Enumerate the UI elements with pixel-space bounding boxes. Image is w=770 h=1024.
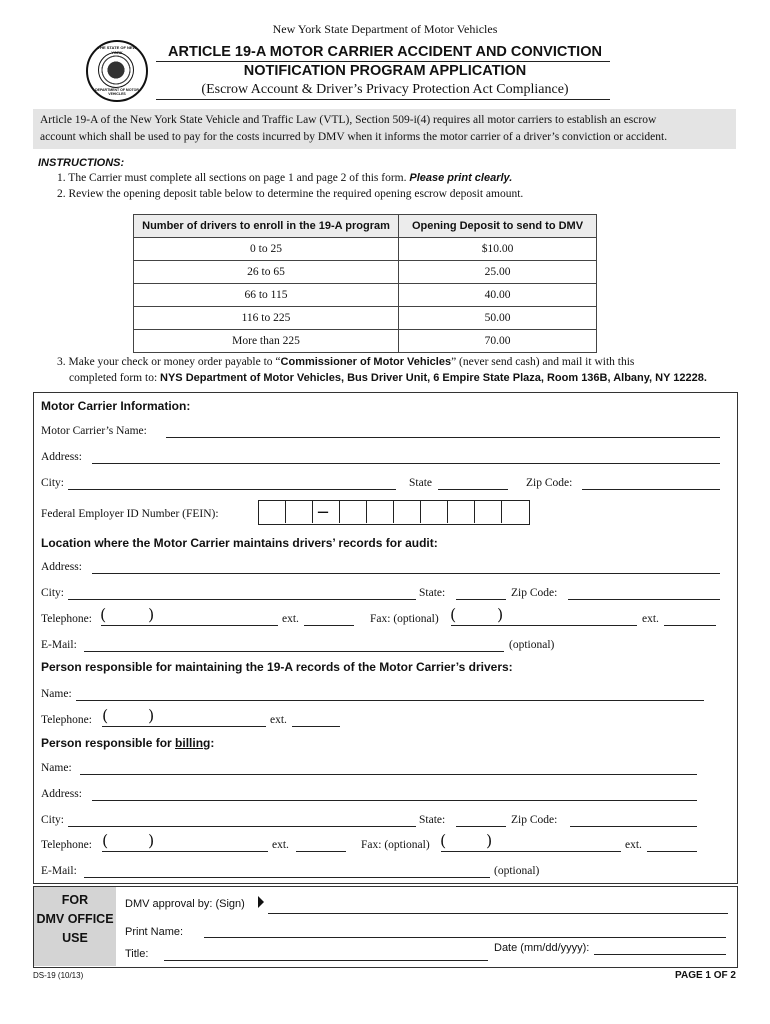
form-title-line1: ARTICLE 19-A MOTOR CARRIER ACCIDENT AND CONVICTION: [168, 44, 602, 60]
billing-address-label: Address:: [41, 788, 82, 800]
billing-fax-label: Fax: (optional): [361, 839, 430, 851]
table-header-drivers: Number of drivers to enroll in the 19-A program: [134, 215, 399, 238]
dmv-print-name-field[interactable]: [204, 937, 726, 938]
form-id: DS-19 (10/13): [33, 971, 84, 980]
instruction-3: 3. Make your check or money order payable to “Commissioner of Motor Vehicles” (never send cash) and mail it with this: [57, 356, 635, 368]
billing-area-open: (: [102, 831, 109, 850]
records-fax-area-close: ): [497, 605, 504, 624]
billing-address-field[interactable]: [92, 800, 697, 801]
records-telephone-label: Telephone:: [41, 613, 92, 625]
records-email-field[interactable]: [84, 651, 504, 652]
page-number: PAGE 1 OF 2: [675, 970, 736, 981]
table-row: 66 to 115 40.00: [134, 284, 597, 307]
records-area-code-open: (: [100, 605, 107, 624]
billing-state-field[interactable]: [456, 826, 506, 827]
records-zip-field[interactable]: [568, 599, 720, 600]
instruction-2: 2. Review the opening deposit table below to determine the required opening escrow deposit amount.: [57, 188, 524, 200]
billing-telephone-label: Telephone:: [41, 839, 92, 851]
carrier-address-field[interactable]: [92, 463, 720, 464]
billing-heading: Person responsible for billing:: [41, 736, 215, 750]
table-row: 26 to 65 25.00: [134, 261, 597, 284]
records-ext-field[interactable]: [304, 625, 354, 626]
form-section: [33, 392, 738, 884]
intro-line1: Article 19-A of the New York State Vehicle and Traffic Law (VTL), Section 509-i(4) requires all motor carriers to establish an escrow: [40, 114, 657, 126]
records-address-field[interactable]: [92, 573, 720, 574]
records-person-area-close: ): [148, 706, 155, 725]
billing-telephone-field[interactable]: [102, 851, 268, 852]
records-person-telephone-label: Telephone:: [41, 714, 92, 726]
records-telephone-field[interactable]: [101, 625, 278, 626]
agency-name: New York State Department of Motor Vehicles: [272, 22, 498, 36]
billing-name-field[interactable]: [80, 774, 697, 775]
records-location-heading: Location where the Motor Carrier maintains drivers’ records for audit:: [41, 536, 438, 550]
records-city-label: City:: [41, 587, 65, 599]
records-fax-area-open: (: [450, 605, 457, 624]
fein-label: Federal Employer ID Number (FEIN):: [41, 508, 219, 520]
billing-zip-field[interactable]: [570, 826, 697, 827]
billing-city-field[interactable]: [68, 826, 416, 827]
records-email-optional: (optional): [509, 639, 555, 651]
carrier-zip-field[interactable]: [582, 489, 720, 490]
instruction-3-line2: completed form to: NYS Department of Motor Vehicles, Bus Driver Unit, 6 Empire State Plaza, Room 136B, Albany, NY 12228.: [69, 372, 707, 384]
records-person-heading: Person responsible for maintaining the 19-A records of the Motor Carrier’s drivers:: [41, 660, 513, 674]
form-subtitle: (Escrow Account & Driver’s Privacy Protection Act Compliance): [201, 82, 569, 97]
billing-area-close: ): [148, 831, 155, 850]
records-person-ext-label: ext.: [270, 714, 287, 726]
records-email-label: E-Mail:: [41, 639, 77, 651]
dmv-title-field[interactable]: [164, 960, 488, 961]
records-ext-label: ext.: [282, 613, 299, 625]
billing-ext-field[interactable]: [296, 851, 346, 852]
billing-fax-area-open: (: [440, 831, 447, 850]
records-fax-ext-field[interactable]: [664, 625, 716, 626]
sign-arrow-icon: [258, 896, 264, 908]
billing-ext-label: ext.: [272, 839, 289, 851]
billing-fax-field[interactable]: [441, 851, 621, 852]
records-state-field[interactable]: [456, 599, 506, 600]
billing-state-label: State:: [419, 814, 446, 826]
dmv-date-label: Date (mm/dd/yyyy):: [494, 942, 590, 954]
carrier-state-field[interactable]: [438, 489, 508, 490]
carrier-state-label: State: [409, 477, 432, 489]
records-fax-label: Fax: (optional): [370, 613, 439, 625]
carrier-info-heading: Motor Carrier Information:: [41, 399, 191, 413]
records-city-field[interactable]: [68, 599, 416, 600]
dmv-title-label: Title:: [125, 948, 149, 960]
table-row: 0 to 25 $10.00: [134, 238, 597, 261]
carrier-city-field[interactable]: [68, 489, 396, 490]
records-address-label: Address:: [41, 561, 82, 573]
billing-zip-label: Zip Code:: [511, 814, 558, 826]
form-title-line2: NOTIFICATION PROGRAM APPLICATION: [243, 63, 527, 79]
records-person-name-label: Name:: [41, 688, 72, 700]
nys-seal-icon: THE STATE OF NEW YORK DEPARTMENT OF MOTOR VEHICLES: [86, 40, 148, 102]
table-row: More than 225 70.00: [134, 330, 597, 353]
records-person-name-field[interactable]: [76, 700, 704, 701]
table-header-row: [134, 215, 597, 238]
carrier-city-label: City:: [41, 477, 65, 489]
instruction-1: 1. The Carrier must complete all sections on page 1 and page 2 of this form. Please print clearly.: [57, 172, 513, 184]
records-person-area-open: (: [102, 706, 109, 725]
dmv-date-field[interactable]: [594, 954, 726, 955]
billing-email-optional: (optional): [494, 865, 540, 877]
dmv-signature-field[interactable]: [268, 913, 728, 914]
fein-dash: –: [318, 500, 328, 522]
records-fax-ext-label: ext.: [642, 613, 659, 625]
table-header-deposit: Opening Deposit to send to DMV: [399, 215, 597, 238]
billing-email-label: E-Mail:: [41, 865, 77, 877]
records-person-telephone-field[interactable]: [102, 726, 266, 727]
carrier-name-label: Motor Carrier’s Name:: [41, 425, 147, 437]
billing-email-field[interactable]: [84, 877, 490, 878]
billing-fax-area-close: ): [486, 831, 493, 850]
dmv-approval-label: DMV approval by: (Sign): [125, 898, 245, 910]
billing-name-label: Name:: [41, 762, 72, 774]
carrier-zip-label: Zip Code:: [526, 477, 573, 489]
table-row: 116 to 225 50.00: [134, 307, 597, 330]
records-fax-field[interactable]: [451, 625, 637, 626]
dmv-office-side-panel: FOR DMV OFFICE USE: [34, 887, 116, 966]
carrier-name-field[interactable]: [166, 437, 720, 438]
carrier-address-label: Address:: [41, 451, 82, 463]
records-zip-label: Zip Code:: [511, 587, 558, 599]
billing-city-label: City:: [41, 814, 65, 826]
billing-fax-ext-label: ext.: [625, 839, 642, 851]
deposit-table: [133, 214, 597, 353]
intro-line2: account which shall be used to pay for the costs incurred by DMV when it informs the motor carrier of a driver’s conviction or accident.: [40, 131, 668, 143]
records-person-ext-field[interactable]: [292, 726, 340, 727]
records-state-label: State:: [419, 587, 446, 599]
dmv-print-name-label: Print Name:: [125, 926, 184, 938]
instructions-heading: INSTRUCTIONS:: [38, 157, 125, 169]
billing-fax-ext-field[interactable]: [647, 851, 697, 852]
records-area-code-close: ): [148, 605, 155, 624]
